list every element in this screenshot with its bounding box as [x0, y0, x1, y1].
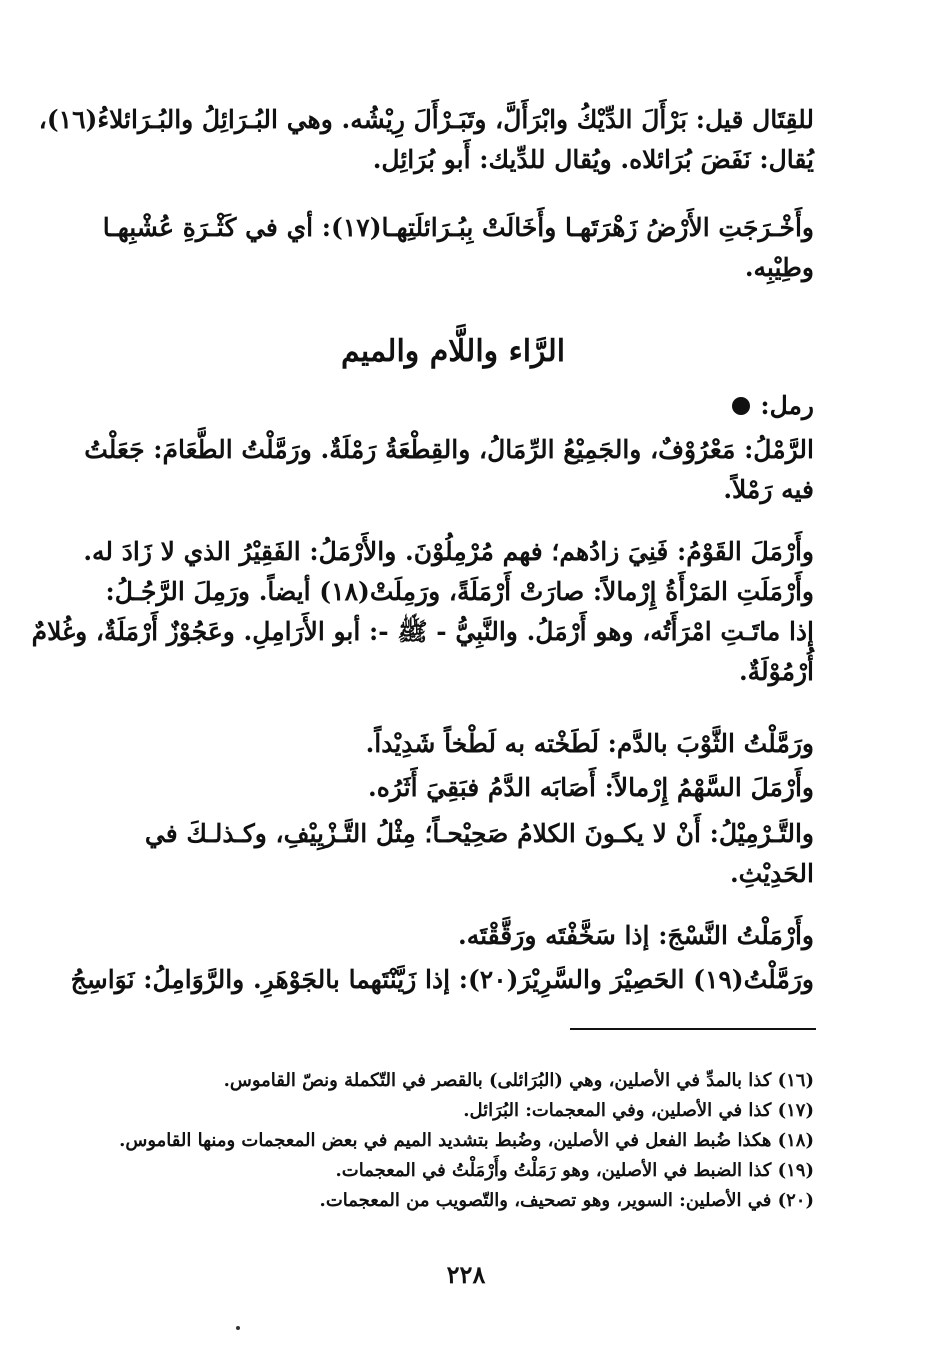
paragraph-4-line-1: وأَرْمَلَ القَوْمُ: فَنِيَ زادُهم؛ فهم مُرْمِلُوْنَ. والأَرْمَلُ: الفَقِيْرُ الذي لا زَادَ له.: [83, 537, 814, 566]
paragraph-4-line-4: أُرْمُوْلَةٌ.: [738, 657, 814, 686]
paragraph-4: [31, 532, 814, 692]
paragraph-4-line-3: إذا ماتَـتِ امْرَأَتُه، وهو أَرْمَلُ. والنَّبِيُّ - ﷺ -: أبو الأَرَامِلِ. وعَجُوْزٌ أَرْمَلَةٌ، وغُلامٌ: [31, 617, 814, 646]
section-heading: الرَّاء واللَّام والميم: [340, 334, 566, 369]
paragraph-1: [38, 100, 814, 180]
paragraph-5-line-1: ورَمَّلْتُ الثَّوْبَ بالدَّم: لَطَخْته به لَطْخاً شَدِيْداً.: [365, 729, 814, 758]
scan-speck: [236, 1326, 240, 1330]
paragraph-3-line-2: فيه رَمْلاً.: [723, 475, 814, 504]
paragraph-9: [70, 960, 814, 1000]
paragraph-8: [92, 916, 814, 956]
footnote-19: (١٩) كذا الضبط في الأصلين، وهو رَمَلْتُ وأَرْمَلْتُ في المعجمات.: [335, 1160, 814, 1181]
paragraph-7: [92, 814, 814, 894]
footnotes: [92, 1066, 814, 1216]
entry-head: [732, 388, 814, 424]
paragraph-6-line-1: وأَرْمَلَ السَّهْمُ إِرْمالاً: أَصَابَه الدَّمُ فبَقِيَ أَثَرُه.: [368, 773, 814, 802]
footnote-20: (٢٠) في الأصلين: السوير، وهو تصحيف، والتّصويب من المعجمات.: [319, 1190, 814, 1211]
footnote-16: (١٦) كذا بالمدِّ في الأصلين، وهي (البُرَائلى) بالقصر في التّكملة ونصّ القاموس.: [223, 1070, 814, 1091]
entry-head-label: رمل:: [760, 391, 814, 420]
bullet-icon: [732, 397, 750, 415]
paragraph-5: [92, 724, 814, 764]
paragraph-2-line-1: وأَخْـرَجَتِ الأَرْضُ زَهْرَتَهـا وأَخَالَتْ بِبُـرَائلَتِهـا(١٧): أي في كَثْـرَةِ عُشْبِهـا: [102, 213, 814, 242]
footnote-17: (١٧) كذا في الأصلين، وفي المعجمات: البُرَائل.: [463, 1100, 814, 1121]
paragraph-3-line-1: الرَّمْلُ: مَعْرُوْفٌ، والجَمِيْعُ الرِّمَالُ، والقِطْعَةُ رَمْلَةٌ. ورَمَّلْتُ الطَّعَامَ: جَعَلْتُ: [84, 435, 814, 464]
paragraph-3: [84, 430, 814, 510]
paragraph-7-line-2: الحَدِيْثِ.: [729, 859, 814, 888]
footnote-divider: [570, 1028, 816, 1030]
page-number: ٢٢٨: [446, 1260, 486, 1289]
paragraph-8-line-1: وأَرْمَلْتُ النَّسْجَ: إذا سَخَّفْتَه ورَقَّقْتَه.: [458, 921, 814, 950]
paragraph-6: [92, 768, 814, 808]
paragraph-1-line-1: للقِتَال قيل: بَرْأَلَ الدِّيْكُ وابْرَأَلَّ، وتَبَـرْأَلَ رِيْشُه. وهي البُـرَائِلُ والبُـرَائلاءُ(١٦)،: [38, 105, 814, 134]
paragraph-2-line-2: وطِيْبِه.: [744, 253, 814, 282]
footnote-18: (١٨) هكذا ضُبط الفعل في الأصلين، وضُبط بتشديد الميم في بعض المعجمات ومنها القاموس.: [119, 1130, 814, 1151]
paragraph-2: [92, 208, 814, 288]
paragraph-1-line-2: يُقال: نَفَضَ بُرَائلاه. ويُقال للدِّيك: أَبو بُرَائِل.: [372, 145, 814, 174]
paragraph-7-line-1: والتَّـرْمِيْلُ: أَنْ لا يكـونَ الكلامُ صَحِيْحـاً؛ مِثْلُ التَّـزْيِيْفِ، وكـذلـكَ في: [144, 819, 814, 848]
paragraph-4-line-2: وأَرْمَلَتِ المَرْأَةُ إِرْمالاً: صارَتْ أَرْمَلَةً، ورَمِلَتْ(١٨) أيضاً. ورَمِلَ الرَّجُـلُ:: [105, 577, 814, 606]
paragraph-9-line-1: ورَمَّلْتُ(١٩) الحَصِيْرَ والسَّرِيْرَ(٢٠): إذا زَيَّنْتَهما بالجَوْهَرِ. والرَّوَامِلُ: نَوَاسِجُ: [70, 965, 814, 994]
